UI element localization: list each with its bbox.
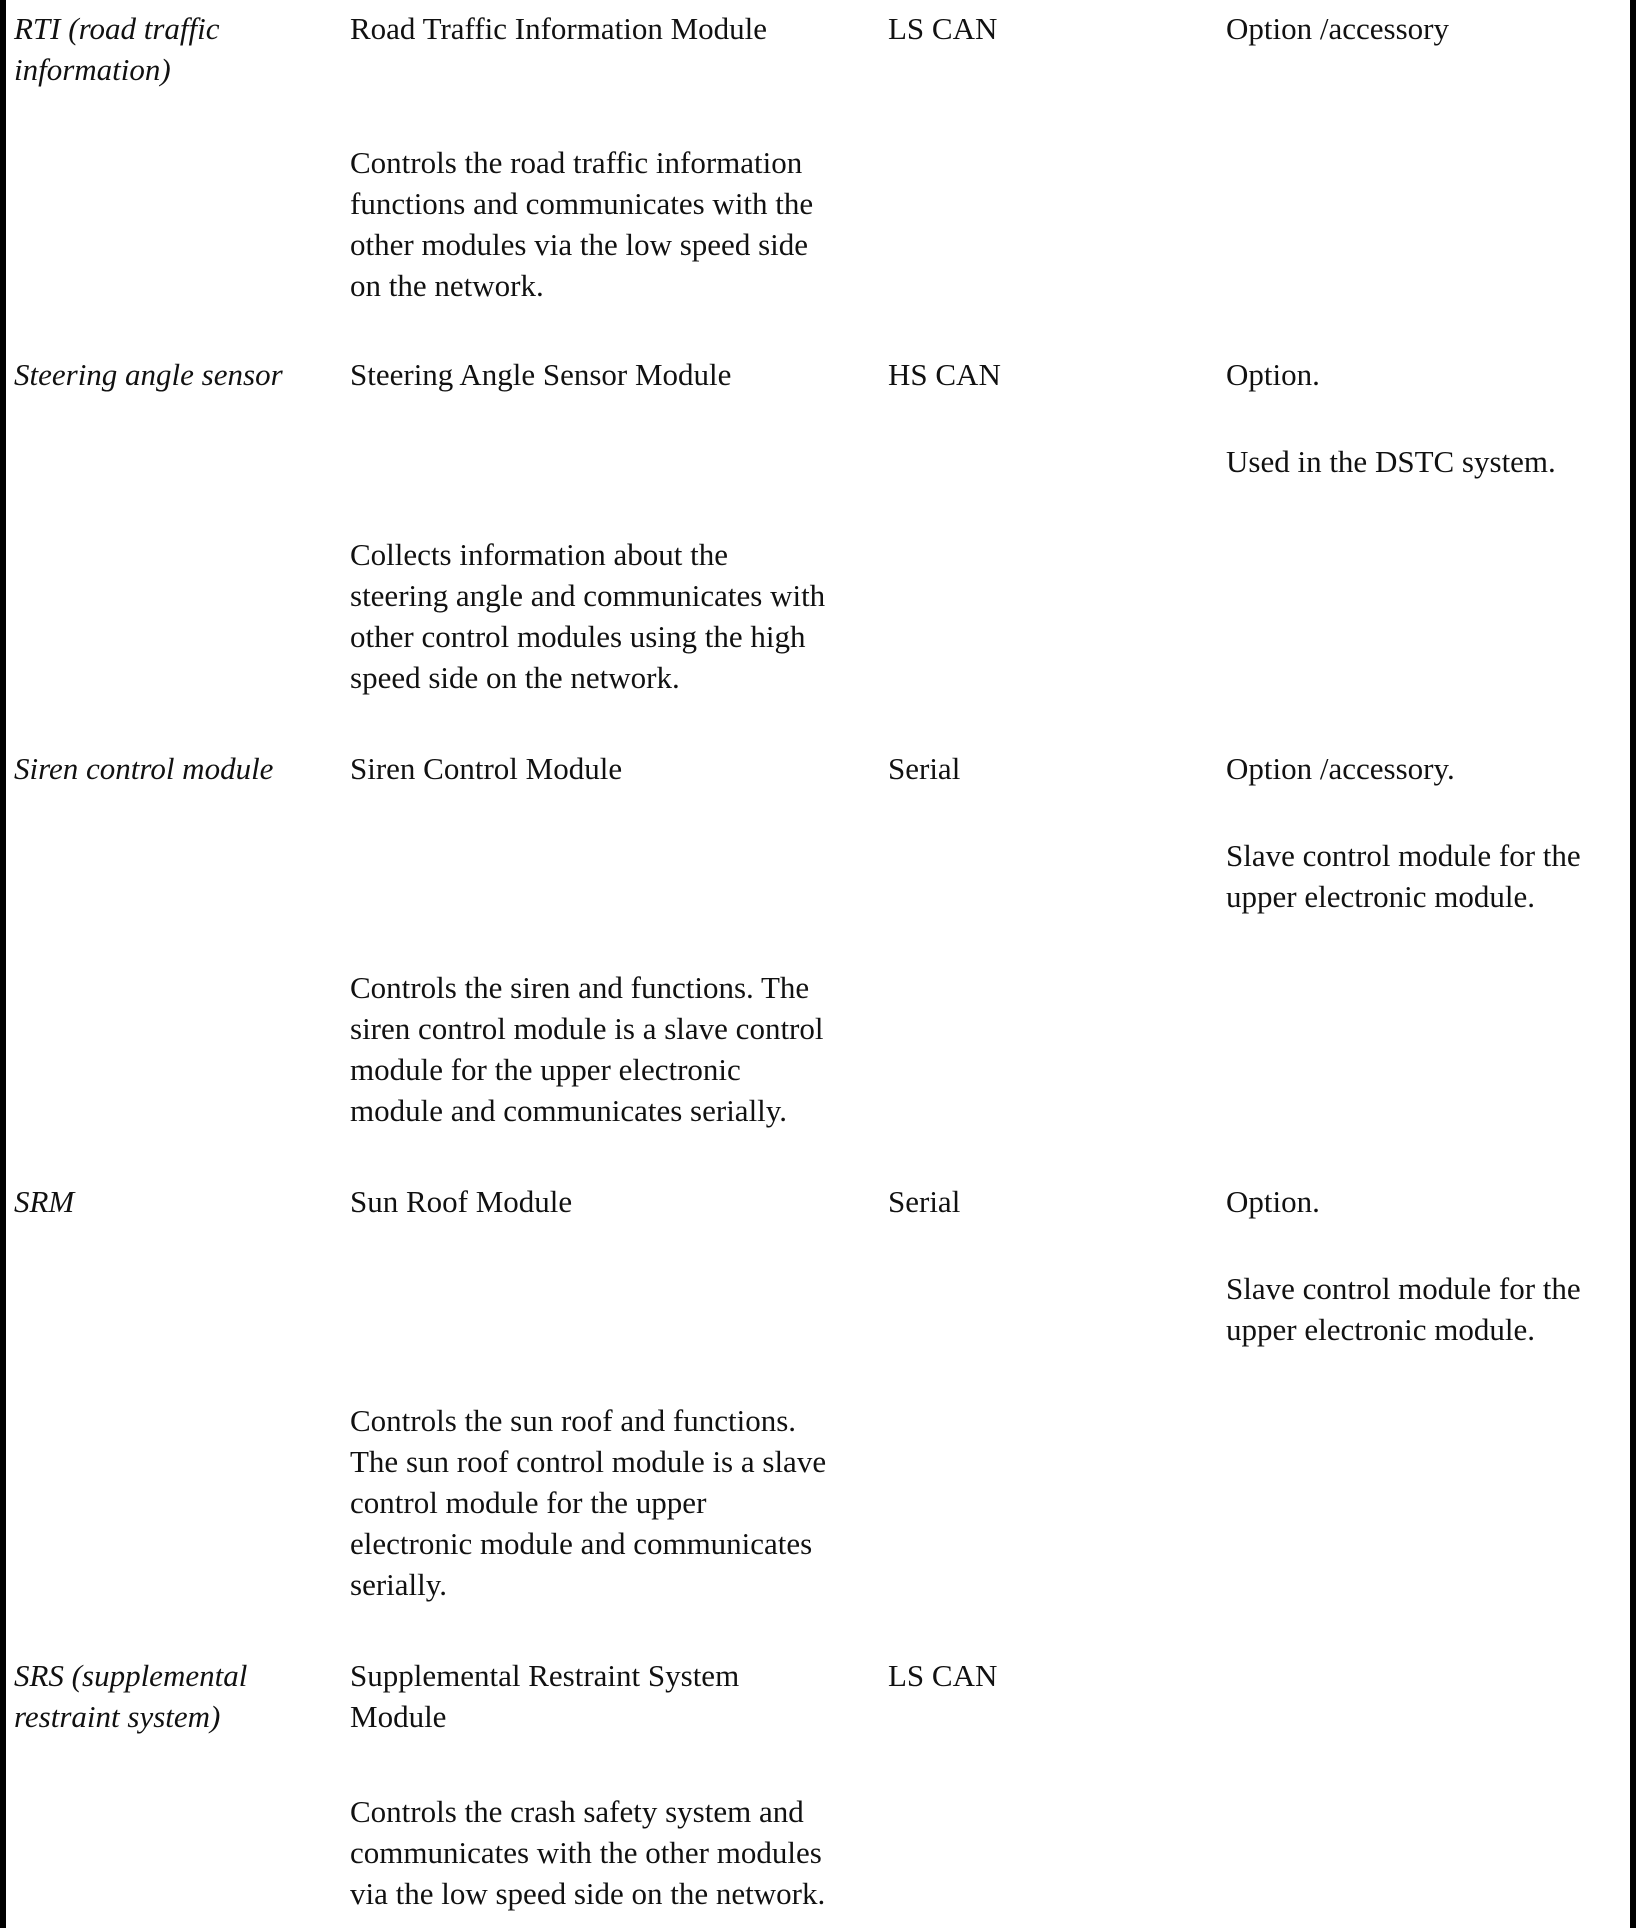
- row-rti-module-name: Road Traffic Information Module: [350, 11, 768, 46]
- row-rti-abbreviation: RTI (road traffic information): [14, 11, 220, 87]
- row-srs-description: Controls the crash safety system and communicates with the other modules via the low speed side on the network.: [350, 1794, 826, 1911]
- row-steering-abbreviation: Steering angle sensor: [14, 357, 283, 392]
- row-siren-note: Slave control module for the upper electronic module.: [1226, 838, 1581, 914]
- row-rti-note: Option /accessory: [1226, 11, 1449, 46]
- table-left-border: [0, 0, 6, 1928]
- row-steering-module-name: Steering Angle Sensor Module: [350, 357, 732, 392]
- row-srm-abbreviation: SRM: [14, 1184, 75, 1219]
- row-srs-module-name: Supplemental Restraint System Module: [350, 1658, 740, 1734]
- row-rti-description: Controls the road traffic information functions and communicates with the other modules via the low speed side on the network.: [350, 145, 814, 303]
- row-srm-module-name: Sun Roof Module: [350, 1184, 573, 1219]
- row-srm-note: Slave control module for the upper electronic module.: [1226, 1271, 1581, 1347]
- row-srs-abbreviation: SRS (supplemental restraint system): [14, 1658, 248, 1734]
- row-steering-note: Option.: [1226, 357, 1320, 392]
- row-rti-network: LS CAN: [888, 11, 998, 46]
- row-steering-note: Used in the DSTC system.: [1226, 444, 1556, 479]
- row-siren-abbreviation: Siren control module: [14, 751, 274, 786]
- row-srm-description: Controls the sun roof and functions. The sun roof control module is a slave control module for the upper electronic module and communicates serially.: [350, 1403, 827, 1602]
- row-srs-network: LS CAN: [888, 1658, 998, 1693]
- row-siren-note: Option /accessory.: [1226, 751, 1455, 786]
- row-srm-note: Option.: [1226, 1184, 1320, 1219]
- table-right-border: [1630, 0, 1636, 1928]
- row-siren-network: Serial: [888, 751, 961, 786]
- row-siren-module-name: Siren Control Module: [350, 751, 623, 786]
- row-steering-network: HS CAN: [888, 357, 1001, 392]
- row-siren-description: Controls the siren and functions. The siren control module is a slave control module for the upper electronic module and communicates serially.: [350, 970, 824, 1128]
- row-steering-description: Collects information about the steering angle and communicates with other control modules using the high speed side on the network.: [350, 537, 826, 695]
- row-srm-network: Serial: [888, 1184, 961, 1219]
